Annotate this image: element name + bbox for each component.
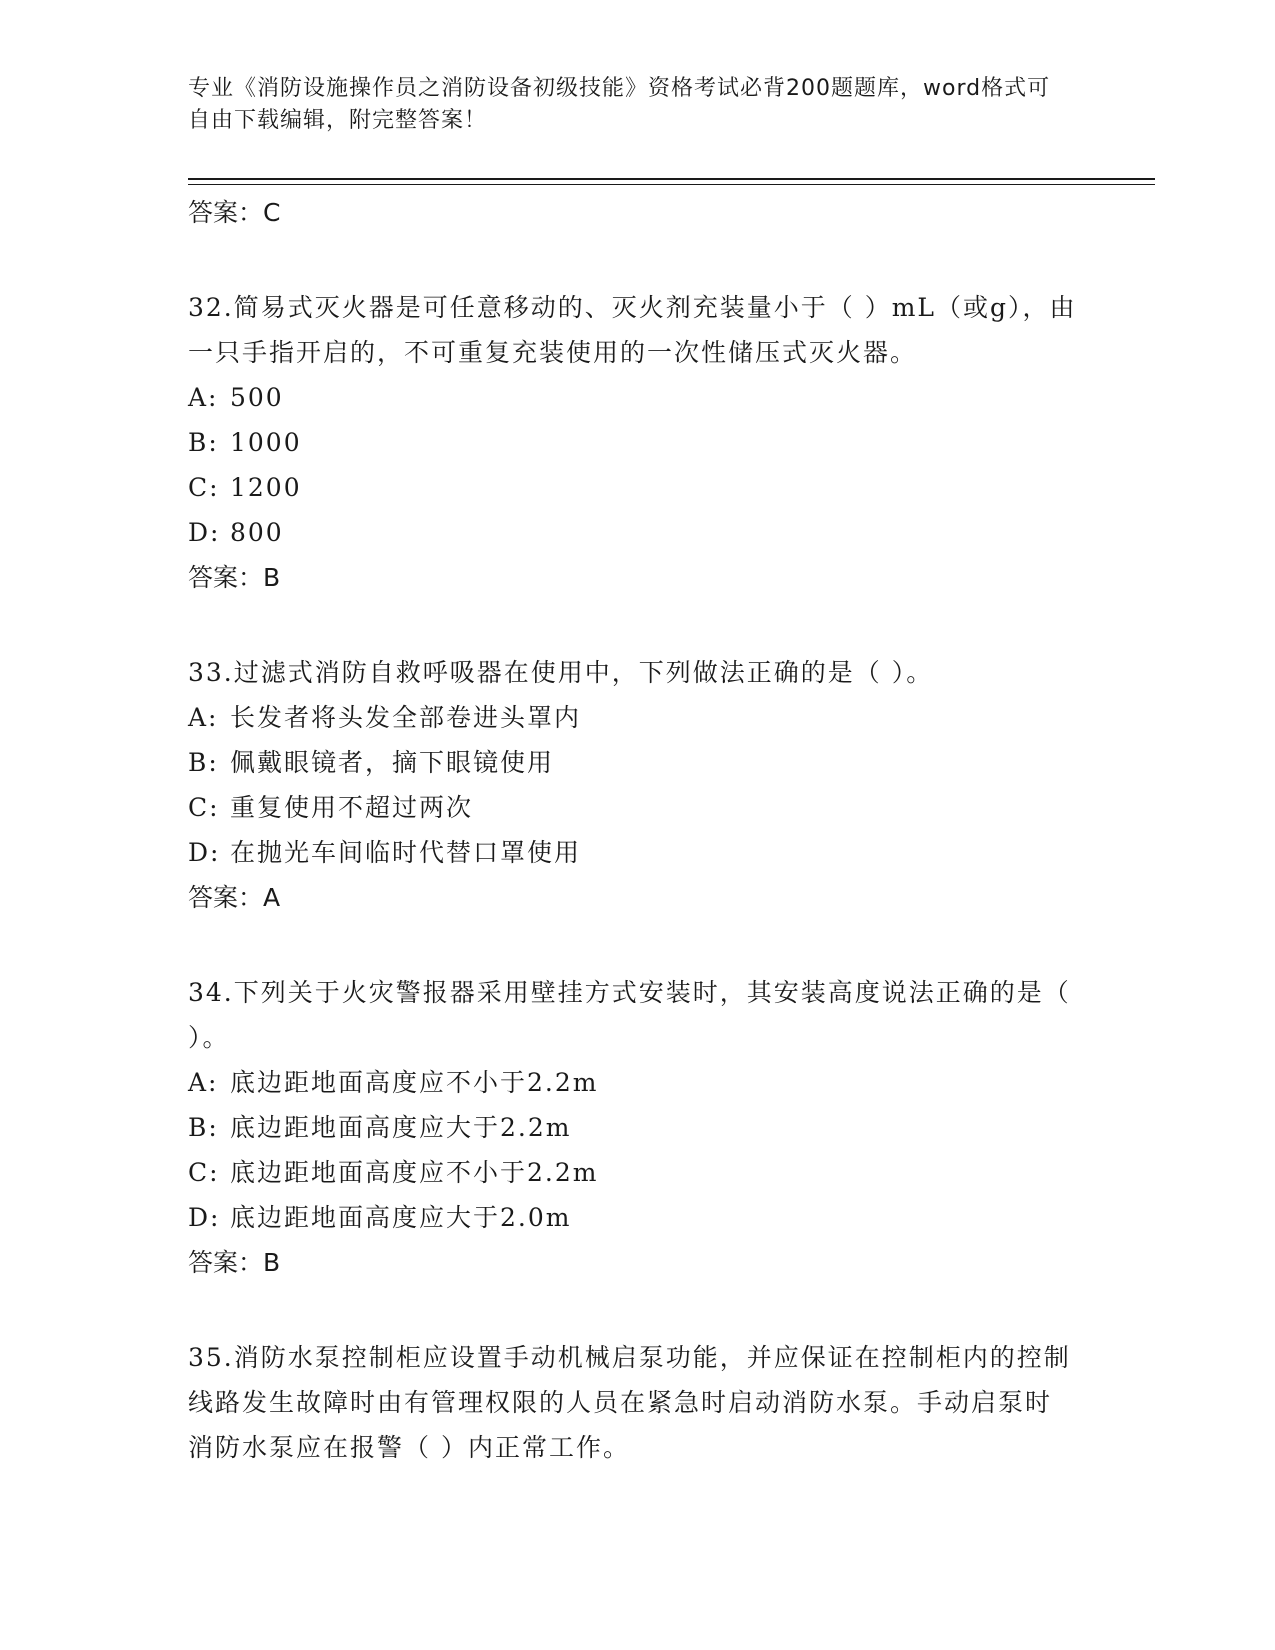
option-text: 底边距地面高度应大于2.0m <box>230 1203 572 1232</box>
previous-answer: 答案：C <box>188 198 281 227</box>
option-text: 佩戴眼镜者，摘下眼镜使用 <box>230 748 555 777</box>
question-text <box>188 1335 1078 1470</box>
question-text <box>188 285 1078 375</box>
header-divider-thick <box>188 178 1155 180</box>
option-b <box>188 420 1078 465</box>
option-c <box>188 1150 1078 1195</box>
option-d <box>188 830 1078 875</box>
answer-line: 答案：B <box>188 563 281 592</box>
answer-line: 答案：B <box>188 1248 281 1277</box>
option-text: 1000 <box>230 428 302 457</box>
document-header: 专业《消防设施操作员之消防设备初级技能》资格考试必背200题题库，word格式可自由下载编辑，附完整答案！ <box>188 76 1051 133</box>
option-letter: B: <box>188 428 219 457</box>
question-35 <box>188 1335 1078 1470</box>
option-text: 重复使用不超过两次 <box>230 793 474 822</box>
question-number: 35. <box>188 1343 234 1372</box>
option-letter: A: <box>188 1068 219 1097</box>
option-letter: A: <box>188 383 219 412</box>
question-number: 32. <box>188 293 234 322</box>
question-text <box>188 650 1078 695</box>
option-letter: D: <box>188 518 221 547</box>
option-d <box>188 1195 1078 1240</box>
question-text <box>188 970 1078 1060</box>
option-letter: D: <box>188 838 221 867</box>
document-body <box>188 190 1078 1470</box>
option-text: 1200 <box>230 473 302 502</box>
option-text: 底边距地面高度应不小于2.2m <box>230 1158 599 1187</box>
option-d <box>188 510 1078 555</box>
option-text: 长发者将头发全部卷进头罩内 <box>230 703 582 732</box>
question-33 <box>188 650 1078 920</box>
option-b <box>188 1105 1078 1150</box>
option-b <box>188 740 1078 785</box>
option-text: 底边距地面高度应不小于2.2m <box>230 1068 599 1097</box>
question-body: 下列关于火灾警报器采用壁挂方式安装时，其安装高度说法正确的是（ ）。 <box>188 978 1071 1052</box>
question-number: 33. <box>188 658 234 687</box>
option-letter: D: <box>188 1203 221 1232</box>
option-text: 底边距地面高度应大于2.2m <box>230 1113 572 1142</box>
option-c <box>188 785 1078 830</box>
question-34 <box>188 970 1078 1285</box>
question-body: 简易式灭火器是可任意移动的、灭火剂充装量小于（ ）mL（或g），由一只手指开启的，不可重复充装使用的一次性储压式灭火器。 <box>188 293 1077 367</box>
header-divider-thin <box>188 184 1155 185</box>
option-a <box>188 695 1078 740</box>
option-c <box>188 465 1078 510</box>
option-letter: B: <box>188 1113 219 1142</box>
question-body: 过滤式消防自救呼吸器在使用中，下列做法正确的是（ ）。 <box>233 658 934 687</box>
option-letter: C: <box>188 793 220 822</box>
option-text: 800 <box>230 518 284 547</box>
option-letter: B: <box>188 748 219 777</box>
answer-line: 答案：A <box>188 883 281 912</box>
option-a <box>188 1060 1078 1105</box>
option-letter: C: <box>188 473 220 502</box>
question-32 <box>188 285 1078 600</box>
option-letter: A: <box>188 703 219 732</box>
option-a <box>188 375 1078 420</box>
option-letter: C: <box>188 1158 220 1187</box>
question-number: 34. <box>188 978 234 1007</box>
option-text: 在抛光车间临时代替口罩使用 <box>230 838 582 867</box>
option-text: 500 <box>230 383 284 412</box>
question-body: 消防水泵控制柜应设置手动机械启泵功能，并应保证在控制柜内的控制线路发生故障时由有管理权限的人员在紧急时启动消防水泵。手动启泵时消防水泵应在报警（ ）内正常工作。 <box>188 1343 1071 1462</box>
